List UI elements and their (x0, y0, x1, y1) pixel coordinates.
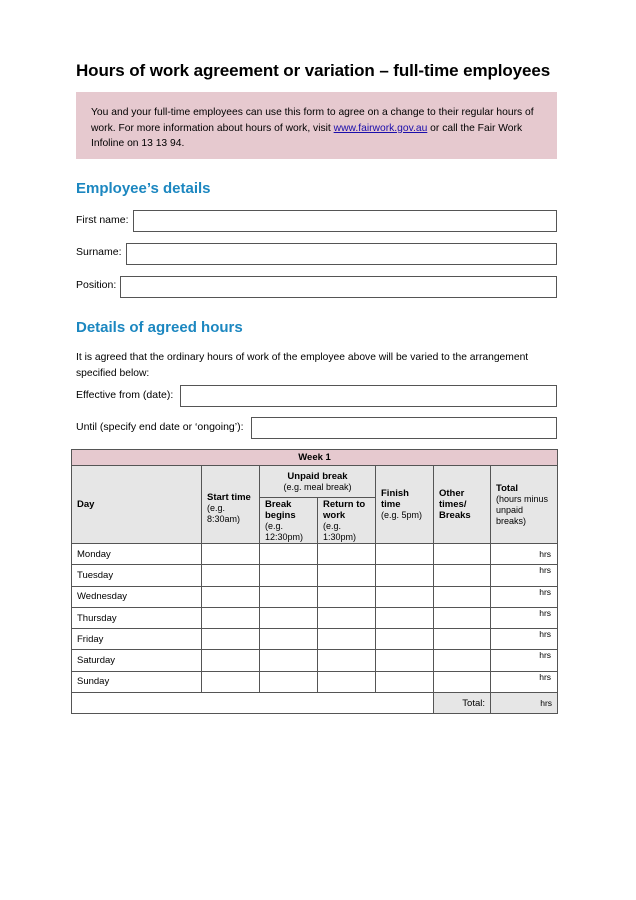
first-name-label: First name: (76, 214, 129, 226)
start-time-cell[interactable] (202, 544, 260, 565)
first-name-field[interactable] (133, 210, 557, 232)
total-cell[interactable]: hrs (491, 671, 558, 692)
total-cell[interactable]: hrs (491, 565, 558, 586)
break-begins-cell[interactable] (260, 586, 318, 607)
total-cell[interactable]: hrs (491, 629, 558, 650)
surname-field[interactable] (126, 243, 557, 265)
day-label: Sunday (72, 671, 202, 692)
day-label: Saturday (72, 650, 202, 671)
table-row (72, 586, 558, 607)
day-label: Friday (72, 629, 202, 650)
table-row (72, 607, 558, 628)
position-field[interactable] (120, 276, 557, 298)
day-label: Tuesday (72, 565, 202, 586)
return-to-work-cell[interactable] (318, 544, 376, 565)
other-times-cell[interactable] (434, 565, 491, 586)
start-time-cell[interactable] (202, 629, 260, 650)
start-time-header: Start time (e.g. 8:30am) (202, 466, 260, 544)
total-header: Total (hours minus unpaid breaks) (491, 466, 558, 544)
other-times-cell[interactable] (434, 607, 491, 628)
table-row (72, 565, 558, 586)
start-time-cell[interactable] (202, 565, 260, 586)
finish-time-cell[interactable] (376, 544, 434, 565)
day-label: Monday (72, 544, 202, 565)
break-begins-cell[interactable] (260, 544, 318, 565)
start-time-cell[interactable] (202, 607, 260, 628)
start-time-cell[interactable] (202, 650, 260, 671)
finish-time-cell[interactable] (376, 629, 434, 650)
agreement-paragraph: It is agreed that the ordinary hours of work of the employee above will be varied to the arrangement specified below: (76, 352, 529, 379)
hours-table (71, 449, 558, 714)
finish-time-cell[interactable] (376, 671, 434, 692)
break-begins-cell[interactable] (260, 565, 318, 586)
total-cell[interactable]: hrs (491, 586, 558, 607)
total-label: Total: (434, 693, 491, 714)
return-to-work-cell[interactable] (318, 586, 376, 607)
fairwork-link[interactable]: www.fairwork.gov.au (333, 122, 428, 134)
start-time-cell[interactable] (202, 671, 260, 692)
day-label: Thursday (72, 607, 202, 628)
break-begins-cell[interactable] (260, 650, 318, 671)
other-times-cell[interactable] (434, 544, 491, 565)
break-begins-cell[interactable] (260, 607, 318, 628)
finish-time-cell[interactable] (376, 650, 434, 671)
return-to-work-header: Return to work (e.g. 1:30pm) (318, 498, 376, 544)
other-times-cell[interactable] (434, 650, 491, 671)
total-hours-cell[interactable]: hrs (491, 693, 558, 714)
finish-time-cell[interactable] (376, 565, 434, 586)
total-spacer (72, 693, 434, 714)
table-row (72, 650, 558, 671)
other-times-cell[interactable] (434, 586, 491, 607)
info-notice (76, 92, 557, 159)
total-cell[interactable]: hrs (491, 650, 558, 671)
table-row (72, 544, 558, 565)
surname-label: Surname: (76, 246, 122, 258)
return-to-work-cell[interactable] (318, 607, 376, 628)
finish-time-header: Finish time (e.g. 5pm) (376, 466, 434, 544)
total-cell[interactable]: hrs (491, 607, 558, 628)
day-header: Day (72, 466, 202, 544)
week-label: Week 1 (72, 450, 558, 466)
effective-from-label: Effective from (date): (76, 389, 174, 401)
page-title: Hours of work agreement or variation – full-time employees (76, 61, 551, 80)
break-begins-cell[interactable] (260, 629, 318, 650)
break-begins-header: Break begins (e.g. 12:30pm) (260, 498, 318, 544)
finish-time-cell[interactable] (376, 607, 434, 628)
return-to-work-cell[interactable] (318, 671, 376, 692)
return-to-work-cell[interactable] (318, 629, 376, 650)
day-label: Wednesday (72, 586, 202, 607)
start-time-cell[interactable] (202, 586, 260, 607)
notice-text-before: You and your full-time employees can use this form to agree on a change to their regular hours of work. For more information about hours of work, visit (91, 107, 534, 134)
employee-details-heading: Employee’s details (76, 180, 211, 197)
other-times-cell[interactable] (434, 629, 491, 650)
return-to-work-cell[interactable] (318, 565, 376, 586)
effective-from-field[interactable] (180, 385, 557, 407)
position-label: Position: (76, 279, 117, 291)
finish-time-cell[interactable] (376, 586, 434, 607)
unpaid-break-header: Unpaid break (e.g. meal break) (260, 466, 376, 498)
until-label: Until (specify end date or ‘ongoing’): (76, 421, 244, 433)
until-field[interactable] (251, 417, 557, 439)
return-to-work-cell[interactable] (318, 650, 376, 671)
table-row (72, 671, 558, 692)
agreed-hours-heading: Details of agreed hours (76, 319, 243, 336)
other-times-cell[interactable] (434, 671, 491, 692)
total-cell[interactable]: hrs (491, 544, 558, 565)
other-times-header: Other times/ Breaks (434, 466, 491, 544)
notice-text-after: or call the Fair Work Infoline on 13 13 94. (91, 122, 523, 149)
break-begins-cell[interactable] (260, 671, 318, 692)
table-row (72, 629, 558, 650)
